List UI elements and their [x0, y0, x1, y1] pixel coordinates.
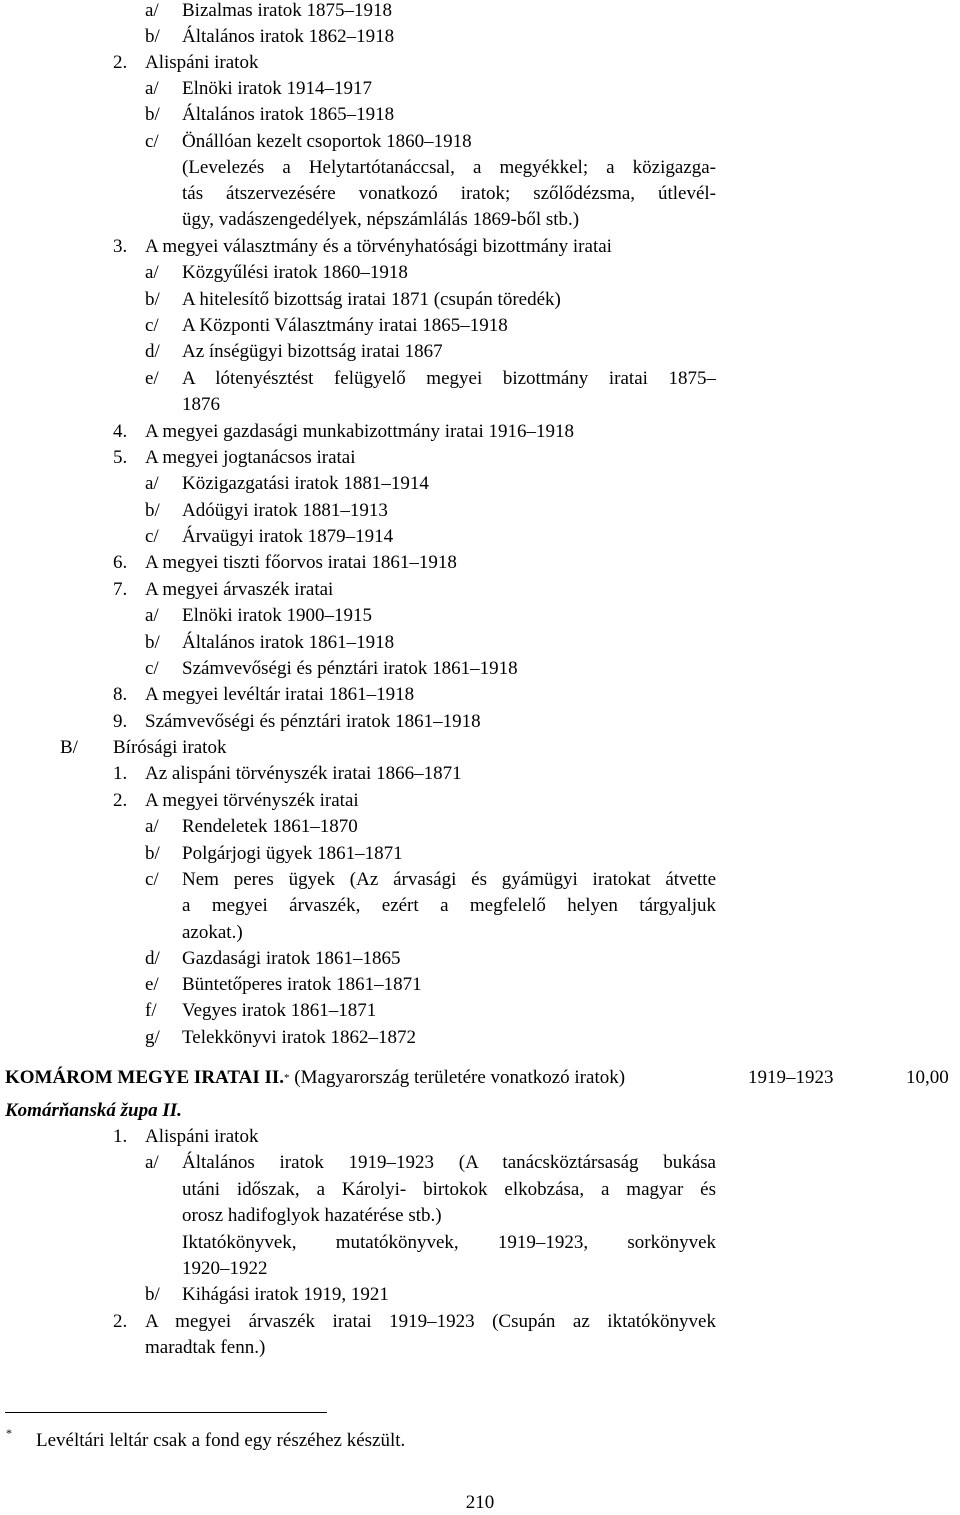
list-item	[0, 102, 960, 128]
item-number: 2.	[113, 1311, 128, 1332]
item-number: 9.	[113, 711, 128, 732]
item-marker: g/	[145, 1027, 160, 1048]
item-marker: f/	[145, 1000, 157, 1021]
item-number: 2.	[113, 790, 128, 811]
item-number: 6.	[113, 552, 128, 573]
item-marker: b/	[145, 1284, 160, 1305]
item-text: Önállóan kezelt csoportok 1860–1918	[182, 131, 472, 152]
list-item	[0, 1282, 960, 1308]
item-text: Általános iratok 1919–1923 (A tanácsköztársaság bukása	[182, 1152, 716, 1173]
item-marker: e/	[145, 368, 159, 389]
section-heading	[0, 735, 960, 761]
footnote-ref: *	[284, 1072, 290, 1084]
fond-alt-title: Komárňanská župa II.	[5, 1100, 182, 1121]
item-text: Alispáni iratok	[145, 1126, 259, 1147]
footnote-separator	[5, 1412, 327, 1413]
item-marker: c/	[145, 869, 159, 890]
item-text: Rendeletek 1861–1870	[182, 816, 358, 837]
item-text: A megyei tiszti főorvos iratai 1861–1918	[145, 552, 457, 573]
item-text: 1876	[182, 394, 220, 415]
item-marker: d/	[145, 341, 160, 362]
list-item	[0, 972, 960, 998]
item-text: Általános iratok 1861–1918	[182, 632, 395, 653]
list-item	[0, 656, 960, 682]
item-text: A megyei jogtanácsos iratai	[145, 447, 356, 468]
item-continuation	[0, 207, 960, 233]
item-marker: a/	[145, 1152, 159, 1173]
list-item	[0, 471, 960, 497]
list-item	[0, 76, 960, 102]
list-item	[0, 498, 960, 524]
item-text: Iktatókönyvek, mutatókönyvek, 1919–1923, sorkönyvek	[182, 1232, 716, 1253]
list-item	[0, 603, 960, 629]
list-item	[0, 841, 960, 867]
item-number: 3.	[113, 236, 128, 257]
list-item	[0, 709, 960, 735]
list-item	[0, 287, 960, 313]
list-item	[0, 550, 960, 576]
section-marker: B/	[60, 737, 78, 758]
list-item	[0, 1124, 960, 1150]
item-text: A megyei törvényszék iratai	[145, 790, 359, 811]
item-continuation	[0, 920, 960, 946]
item-text: ügy, vadászengedélyek, népszámlálás 1869-ből stb.)	[182, 209, 580, 230]
item-marker: a/	[145, 605, 159, 626]
list-item	[0, 1309, 960, 1335]
list-item	[0, 524, 960, 550]
item-marker: a/	[145, 473, 159, 494]
item-text: Adóügyi iratok 1881–1913	[182, 500, 388, 521]
item-text: utáni időszak, a Károlyi- birtokok elkobzása, a magyar és	[182, 1179, 716, 1200]
item-text: A lótenyésztést felügyelő megyei bizottmány iratai 1875–	[182, 368, 716, 389]
item-text: A megyei gazdasági munkabizottmány iratai 1916–1918	[145, 421, 574, 442]
fond-period: 1919–1923	[748, 1067, 834, 1088]
item-text: maradtak fenn.)	[145, 1337, 266, 1358]
list-item	[0, 260, 960, 286]
item-marker: b/	[145, 26, 160, 47]
item-number: 4.	[113, 421, 128, 442]
list-item	[0, 946, 960, 972]
item-marker: c/	[145, 131, 159, 152]
list-item	[0, 24, 960, 50]
item-marker: c/	[145, 526, 159, 547]
item-number: 8.	[113, 684, 128, 705]
page-number: 210	[465, 1492, 495, 1513]
item-text: a megyei árvaszék, ezért a megfelelő helyen tárgyaljuk	[182, 895, 716, 916]
list-item	[0, 313, 960, 339]
item-marker: a/	[145, 0, 159, 21]
list-item	[0, 630, 960, 656]
item-text: Kihágási iratok 1919, 1921	[182, 1284, 389, 1305]
item-text: azokat.)	[182, 922, 243, 943]
item-marker: b/	[145, 843, 160, 864]
item-marker: b/	[145, 289, 160, 310]
item-text: (Levelezés a Helytartótanáccsal, a megyékkel; a közigazga-	[182, 157, 716, 178]
footnote-marker: *	[6, 1426, 12, 1440]
list-item	[0, 1025, 960, 1051]
list-item	[0, 0, 960, 24]
list-item	[0, 814, 960, 840]
item-marker: c/	[145, 315, 159, 336]
item-number: 5.	[113, 447, 128, 468]
item-text: Telekkönyvi iratok 1862–1872	[182, 1027, 417, 1048]
item-text: Alispáni iratok	[145, 52, 259, 73]
item-text: Büntetőperes iratok 1861–1871	[182, 974, 422, 995]
item-continuation	[0, 392, 960, 418]
item-marker: b/	[145, 104, 160, 125]
item-text: Vegyes iratok 1861–1871	[182, 1000, 377, 1021]
list-item	[0, 1150, 960, 1176]
item-text: Nem peres ügyek (Az árvasági és gyámügyi iratokat átvette	[182, 869, 716, 890]
item-text: Árvaügyi iratok 1879–1914	[182, 526, 394, 547]
item-number: 7.	[113, 579, 128, 600]
item-marker: b/	[145, 500, 160, 521]
list-item	[0, 366, 960, 392]
list-item	[0, 339, 960, 365]
item-number: 1.	[113, 1126, 128, 1147]
fond-alt-heading	[0, 1098, 960, 1124]
item-text: Számvevőségi és pénztári iratok 1861–1918	[182, 658, 518, 679]
fond-title: KOMÁROM MEGYE IRATAI II.	[5, 1067, 285, 1088]
item-continuation	[0, 1335, 960, 1361]
item-text: Elnöki iratok 1900–1915	[182, 605, 372, 626]
section-title: Bírósági iratok	[113, 737, 227, 758]
item-text: orosz hadifoglyok hazatérése stb.)	[182, 1205, 442, 1226]
item-text: Gazdasági iratok 1861–1865	[182, 948, 401, 969]
list-item	[0, 419, 960, 445]
item-marker: a/	[145, 262, 159, 283]
list-item	[0, 234, 960, 260]
item-text: Az alispáni törvényszék iratai 1866–1871	[145, 763, 462, 784]
list-item	[0, 682, 960, 708]
item-number: 2.	[113, 52, 128, 73]
item-text: A megyei választmány és a törvényhatósági bizottmány iratai	[145, 236, 612, 257]
item-text: A megyei levéltár iratai 1861–1918	[145, 684, 415, 705]
item-text: Elnöki iratok 1914–1917	[182, 78, 372, 99]
list-item	[0, 50, 960, 76]
item-continuation	[0, 893, 960, 919]
item-marker: a/	[145, 816, 159, 837]
item-marker: a/	[145, 78, 159, 99]
list-item	[0, 577, 960, 603]
fond-extent: 10,00	[906, 1067, 949, 1088]
list-item	[0, 445, 960, 471]
item-text: Bizalmas iratok 1875–1918	[182, 0, 393, 21]
item-number: 1.	[113, 763, 128, 784]
list-item	[0, 129, 960, 155]
item-continuation	[0, 1177, 960, 1203]
list-item	[0, 867, 960, 893]
item-text: A hitelesítő bizottság iratai 1871 (csupán töredék)	[182, 289, 561, 310]
item-text: 1920–1922	[182, 1258, 268, 1279]
item-marker: b/	[145, 632, 160, 653]
item-text: A megyei árvaszék iratai 1919–1923 (Csupán az iktatókönyvek	[145, 1311, 716, 1332]
item-continuation	[0, 1230, 960, 1256]
item-marker: d/	[145, 948, 160, 969]
item-text: Közigazgatási iratok 1881–1914	[182, 473, 429, 494]
item-text: Közgyűlési iratok 1860–1918	[182, 262, 408, 283]
item-text: Számvevőségi és pénztári iratok 1861–1918	[145, 711, 481, 732]
fond-description: (Magyarország területére vonatkozó iratok)	[294, 1067, 626, 1088]
item-text: tás átszervezésére vonatkozó iratok; szőlődézsma, útlevél-	[182, 183, 716, 204]
item-marker: e/	[145, 974, 159, 995]
footnote-text: Levéltári leltár csak a fond egy részéhez készült.	[36, 1430, 406, 1451]
item-continuation	[0, 1203, 960, 1229]
item-text: Az ínségügyi bizottság iratai 1867	[182, 341, 443, 362]
item-continuation	[0, 181, 960, 207]
item-marker: c/	[145, 658, 159, 679]
item-text: A Központi Választmány iratai 1865–1918	[182, 315, 508, 336]
item-text: Polgárjogi ügyek 1861–1871	[182, 843, 403, 864]
item-text: Általános iratok 1862–1918	[182, 26, 395, 47]
item-text: Általános iratok 1865–1918	[182, 104, 395, 125]
item-continuation	[0, 155, 960, 181]
fond-title-group	[5, 1065, 625, 1091]
fond-heading	[0, 1065, 960, 1091]
list-item	[0, 788, 960, 814]
item-continuation	[0, 1256, 960, 1282]
list-item	[0, 761, 960, 787]
list-item	[0, 998, 960, 1024]
item-text: A megyei árvaszék iratai	[145, 579, 334, 600]
